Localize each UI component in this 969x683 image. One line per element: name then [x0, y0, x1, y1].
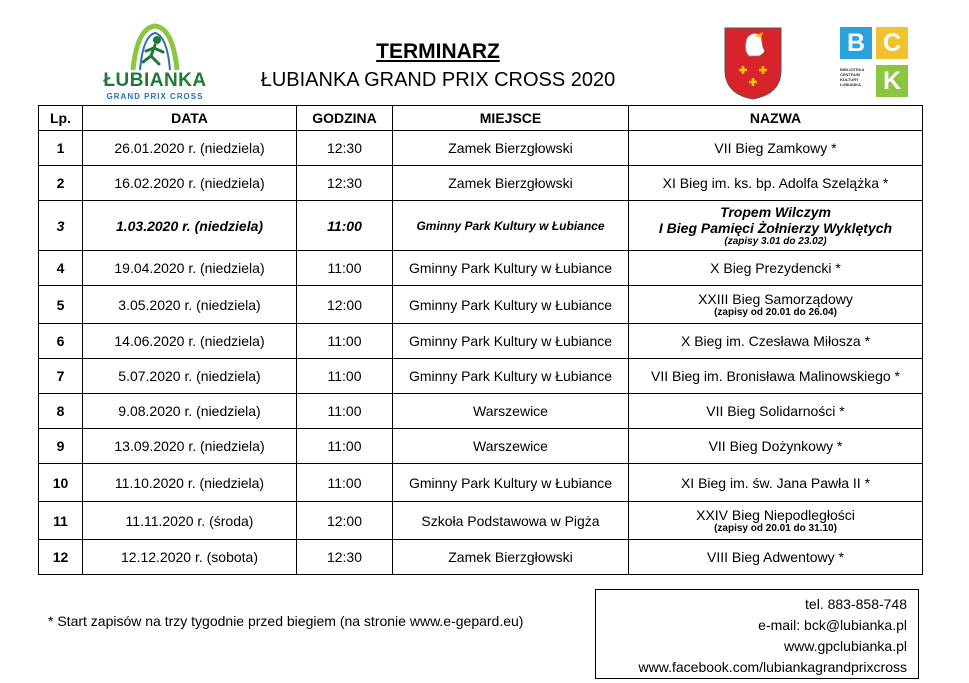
row-date: 11.10.2020 r. (niedziela) [83, 464, 297, 502]
row-date: 5.07.2020 r. (niedziela) [83, 359, 297, 394]
bck-caption: BIBLIOTEKA CENTRUM KULTURY ŁUBIANKA [840, 67, 865, 87]
row-place: Szkoła Podstawowa w Pigża [393, 502, 629, 540]
row-time: 11:00 [297, 324, 393, 359]
col-header-place: MIEJSCE [393, 106, 629, 131]
row-name: VIII Bieg Adwentowy * [707, 549, 844, 565]
row-date: 26.01.2020 r. (niedziela) [83, 131, 297, 166]
row-date: 13.09.2020 r. (niedziela) [83, 429, 297, 464]
contact-phone: tel. 883-858-748 [805, 596, 907, 612]
row-name-line2: I Bieg Pamięci Żołnierzy Wyklętych [658, 219, 893, 236]
row-place: Gminny Park Kultury w Łubiance [393, 359, 629, 394]
runner-arch-icon [85, 22, 225, 72]
row-date: 9.08.2020 r. (niedziela) [83, 394, 297, 429]
row-name-cell [629, 201, 923, 251]
row-place: Warszewice [393, 429, 629, 464]
row-name-cell [629, 251, 923, 286]
table-row [39, 464, 923, 502]
col-header-lp: Lp. [39, 106, 83, 131]
table-body [39, 131, 923, 575]
row-place: Zamek Bierzgłowski [393, 540, 629, 575]
row-place: Gminny Park Kultury w Łubiance [393, 324, 629, 359]
row-date: 12.12.2020 r. (sobota) [83, 540, 297, 575]
row-place: Warszewice [393, 394, 629, 429]
row-place: Gminny Park Kultury w Łubiance [393, 286, 629, 324]
row-place: Zamek Bierzgłowski [393, 166, 629, 201]
row-name: Tropem Wilczym [720, 203, 831, 220]
bck-letter-c: C [876, 27, 908, 59]
row-number: 4 [39, 251, 83, 286]
row-time: 12:30 [297, 166, 393, 201]
row-time: 11:00 [297, 394, 393, 429]
row-number: 7 [39, 359, 83, 394]
row-registration-note: (zapisy 3.01 do 23.02) [724, 235, 827, 247]
bck-letter-k: K [876, 65, 908, 97]
schedule-table [38, 105, 923, 575]
row-number: 11 [39, 502, 83, 540]
row-name-cell [629, 359, 923, 394]
bck-logo [840, 27, 915, 99]
table-row [39, 166, 923, 201]
row-name: X Bieg Prezydencki * [710, 260, 841, 276]
row-date: 11.11.2020 r. (środa) [83, 502, 297, 540]
row-number: 1 [39, 131, 83, 166]
row-time: 11:00 [297, 429, 393, 464]
coat-of-arms-icon [723, 26, 783, 101]
footnote: * Start zapisów na trzy tygodnie przed biegiem (na stronie www.e-gepard.eu) [48, 613, 524, 629]
col-header-name: NAZWA [629, 106, 923, 131]
row-number: 3 [39, 201, 83, 251]
row-name-cell [629, 394, 923, 429]
page-title: TERMINARZ [376, 40, 500, 63]
col-header-date: DATA [83, 106, 297, 131]
row-time: 12:30 [297, 540, 393, 575]
bck-letter-b: B [840, 27, 872, 59]
row-date: 1.03.2020 r. (niedziela) [83, 201, 297, 251]
row-time: 12:00 [297, 502, 393, 540]
row-name-cell [629, 502, 923, 540]
table-row [39, 359, 923, 394]
row-date: 16.02.2020 r. (niedziela) [83, 166, 297, 201]
row-time: 11:00 [297, 359, 393, 394]
row-time: 12:30 [297, 131, 393, 166]
row-name-cell [629, 429, 923, 464]
col-header-time: GODZINA [297, 106, 393, 131]
contact-box [595, 589, 919, 679]
contact-facebook: www.facebook.com/lubiankagrandprixcross [638, 659, 907, 675]
row-name: VII Bieg Dożynkowy * [708, 438, 843, 454]
row-name-cell [629, 464, 923, 502]
row-name: VII Bieg im. Bronisława Malinowskiego * [651, 368, 900, 384]
row-number: 12 [39, 540, 83, 575]
table-row [39, 131, 923, 166]
table-row [39, 201, 923, 251]
row-number: 10 [39, 464, 83, 502]
table-row [39, 502, 923, 540]
row-name: XI Bieg im. św. Jana Pawła II * [680, 474, 871, 491]
table-row [39, 251, 923, 286]
row-name-cell [629, 286, 923, 324]
row-name-cell [629, 131, 923, 166]
row-date: 14.06.2020 r. (niedziela) [83, 324, 297, 359]
page-subtitle: ŁUBIANKA GRAND PRIX CROSS 2020 [260, 69, 616, 91]
row-time: 11:00 [297, 251, 393, 286]
gpc-logo [85, 22, 225, 102]
table-row [39, 394, 923, 429]
row-name-cell [629, 324, 923, 359]
row-date: 19.04.2020 r. (niedziela) [83, 251, 297, 286]
table-row [39, 324, 923, 359]
row-registration-note: (zapisy od 20.01 do 26.04) [714, 306, 837, 318]
row-name: XI Bieg im. ks. bp. Adolfa Szelążka * [662, 175, 889, 191]
row-number: 5 [39, 286, 83, 324]
row-registration-note: (zapisy od 20.01 do 31.10) [714, 522, 837, 534]
row-name: XXIV Bieg Niepodległości [696, 506, 855, 523]
row-number: 9 [39, 429, 83, 464]
table-row [39, 540, 923, 575]
row-place: Gminny Park Kultury w Łubiance [393, 464, 629, 502]
row-name: VII Bieg Solidarności * [706, 403, 845, 419]
row-place: Gminny Park Kultury w Łubiance [393, 201, 629, 251]
row-name-cell [629, 540, 923, 575]
row-name: VII Bieg Zamkowy * [714, 140, 837, 156]
table-row [39, 286, 923, 324]
table-header-row [39, 106, 923, 131]
contact-email: e-mail: bck@lubianka.pl [758, 617, 907, 633]
contact-website: www.gpclubianka.pl [784, 638, 907, 654]
row-time: 12:00 [297, 286, 393, 324]
row-time: 11:00 [297, 464, 393, 502]
table-row [39, 429, 923, 464]
row-number: 6 [39, 324, 83, 359]
row-name: XXIII Bieg Samorządowy [698, 290, 853, 307]
brand-subtitle: GRAND PRIX CROSS [106, 92, 204, 101]
row-number: 2 [39, 166, 83, 201]
row-number: 8 [39, 394, 83, 429]
row-date: 3.05.2020 r. (niedziela) [83, 286, 297, 324]
row-name-cell [629, 166, 923, 201]
row-place: Gminny Park Kultury w Łubiance [393, 251, 629, 286]
row-name: X Bieg im. Czesława Miłosza * [680, 333, 871, 349]
row-place: Zamek Bierzgłowski [393, 131, 629, 166]
brand-name: ŁUBIANKA [103, 70, 207, 91]
row-time: 11:00 [297, 201, 393, 251]
